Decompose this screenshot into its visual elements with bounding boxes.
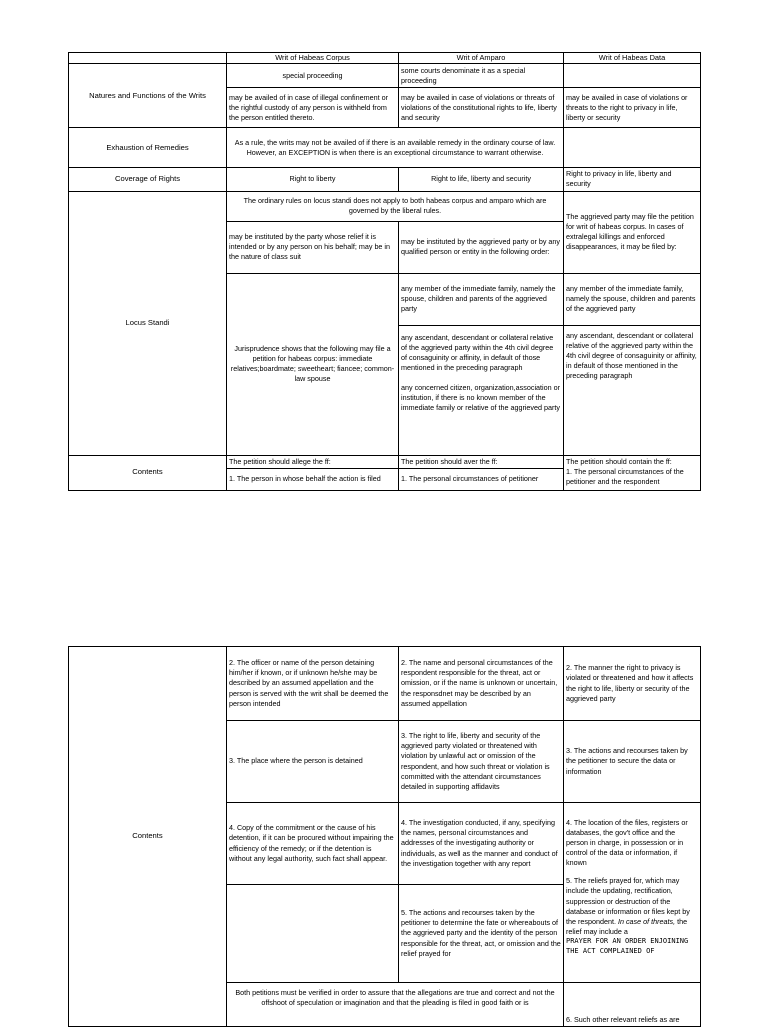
contents-hc-intro: The petition should allege the ff: — [227, 455, 399, 468]
natures-amparo-availed: may be availed in case of violations or threats of violations of the constitutional rights to life, liberty and security — [399, 88, 564, 128]
row-label-exhaustion: Exhaustion of Remedies — [69, 128, 227, 168]
header-cell-empty — [69, 53, 227, 64]
contents-verified-note: Both petitions must be verified in order to assure that the allegations are true and correct and not the offshoot of speculation or imagination and that the pleading is filed in good faith or is — [227, 983, 564, 1027]
comparison-table-page-1 — [68, 52, 701, 491]
locus-amparo-relatives — [399, 325, 564, 455]
contents-hc-empty — [227, 885, 399, 983]
contents-amparo-item-4: 4. The investigation conducted, if any, specifying the names, personal circumstances and addresses of the investigating authority or individuals, as well as the manner and conduct of the investigation together with any report — [399, 803, 564, 885]
contents-hd-item-4: 4. The location of the files, registers or databases, the gov't office and the person in charge, in possession or in control of the data or information, if known — [566, 818, 688, 868]
locus-hc-instituted: may be instituted by the party whose relief it is intended or by any person on his behalf; may be in the nature of class suit — [227, 221, 399, 273]
locus-ordinary-rules: The ordinary rules on locus standi does not apply to both habeas corpus and amparo which are governed by the liberal rules. — [227, 191, 564, 221]
contents-amparo-item-5: 5. The actions and recourses taken by the petitioner to determine the fate or whereabouts of the aggrieved party and the identity of the person responsible for the threat, act, or omission and the relief prayed for — [399, 885, 564, 983]
row-label-contents: Contents — [69, 455, 227, 490]
header-habeas-corpus: Writ of Habeas Corpus — [227, 53, 399, 64]
locus-hd-relatives — [564, 325, 701, 455]
locus-amparo-family: any member of the immediate family, namely the spouse, children and parents of the aggrieved party — [399, 273, 564, 325]
locus-amparo-ascendant: any ascendant, descendant or collateral relative of the aggrieved party within the 4th civil degree of consaguinity or affinity, in default of those mentioned in the preceding paragraph — [401, 332, 554, 372]
coverage-amparo: Right to life, liberty and security — [399, 168, 564, 191]
contents-hd-item-5-relief: the relief may include a — [566, 916, 688, 936]
contents-hd-item-3: 3. The actions and recourses taken by the petitioner to secure the data or information — [564, 721, 701, 803]
header-amparo: Writ of Amparo — [399, 53, 564, 64]
contents-hd-item-6: 6. Such other relevant reliefs as are — [564, 983, 701, 1027]
contents-amparo-item-1: 1. The personal circumstances of petitioner — [399, 468, 564, 490]
locus-amparo-instituted: may be instituted by the aggrieved party or by any qualified person or entity in the following order: — [399, 221, 564, 273]
natures-hd-availed: may be availed in case of violations or threats to the right to privacy in life, liberty or security — [564, 88, 701, 128]
contents-hd-intro: The petition should contain the ff: — [566, 456, 672, 466]
natures-amparo-special: some courts denominate it as a special proceeding — [399, 64, 564, 88]
locus-hc-jurisprudence: Jurisprudence shows that the following may file a petition for habeas corpus: immediate relatives;boardmate; sweetheart; fiancee; common-law spouse — [227, 273, 399, 455]
comparison-table-page-2 — [68, 646, 701, 1027]
header-row — [69, 53, 701, 64]
natures-hd-empty — [564, 64, 701, 88]
exhaustion-hd-empty — [564, 128, 701, 168]
contents-hd-item-2: 2. The manner the right to privacy is violated or threatened and how it affects the right to life, liberty or security of the aggrieved party — [564, 647, 701, 721]
natures-hc-availed: may be availed of in case of illegal confinement or the rightful custody of any person is withheld from the person entitled thereto. — [227, 88, 399, 128]
locus-hd-aggrieved: The aggrieved party may file the petition for writ of habeas corpus. In cases of extralegal killings and enforced disappearances, it may be filed by: — [564, 191, 701, 273]
contents-amparo-item-3: 3. The right to life, liberty and security of the aggrieved party violated or threatened with violation by unlawful act or omission of the respondent, and how such threat or violation is committed with the attendant circumstances detailed in supporting affidavits — [399, 721, 564, 803]
contents-hd-1 — [564, 455, 701, 490]
contents-hc-item-2: 2. The officer or name of the person detaining him/her if known, or if unknown he/she may be described by an assumed appellation and the person is served with the writ shall be deemed the person intended — [227, 647, 399, 721]
header-habeas-data: Writ of Habeas Data — [564, 53, 701, 64]
coverage-hc: Right to liberty — [227, 168, 399, 191]
coverage-hd: Right to privacy in life, liberty and security — [564, 168, 701, 191]
contents-hd-item-1: 1. The personal circumstances of the petitioner and the respondent — [566, 466, 684, 486]
contents-amparo-intro: The petition should aver the ff: — [399, 455, 564, 468]
row-label-coverage: Coverage of Rights — [69, 168, 227, 191]
natures-hc-special: special proceeding — [227, 64, 399, 88]
locus-hd-family: any member of the immediate family, namely the spouse, children and parents of the aggrieved party — [564, 273, 701, 325]
contents-hd-item-5 — [566, 876, 698, 956]
contents-hd-item-5-threats: In case of threats, — [617, 916, 676, 926]
contents-hc-item-3: 3. The place where the person is detained — [227, 721, 399, 803]
contents-hd-item-5-prayer: PRAYER FOR AN ORDER ENJOINING THE ACT COMPLAINED OF — [566, 936, 689, 955]
contents-hc-item-1: 1. The person in whose behalf the action is filed — [227, 468, 399, 490]
contents-hd-items-4-5 — [564, 803, 701, 983]
row-label-locus: Locus Standi — [69, 191, 227, 455]
row-label-contents-continued: Contents — [69, 647, 227, 1027]
locus-hd-ascendant: any ascendant, descendant or collateral relative of the aggrieved party within the 4th civil degree of consaguinity or affinity, in default of those mentioned in the preceding paragraph — [566, 330, 697, 380]
row-label-natures: Natures and Functions of the Writs — [69, 64, 227, 128]
contents-hc-item-4: 4. Copy of the commitment or the cause of his detention, if it can be procured without impairing the efficiency of the remedy; or if the detention is without any legal authority, such fact shall appear. — [227, 803, 399, 885]
locus-amparo-concerned: any concerned citizen, organization,association or institution, if there is no known member of the immediate family or relative of the aggrieved party — [401, 382, 561, 412]
contents-hd-item-5-text: 5. The reliefs prayed for, which may include the updating, rectification, suppression or destruction of the database or information or files kept by the respondent. — [566, 876, 690, 926]
exhaustion-text: As a rule, the writs may not be availed of if there is an available remedy in the ordinary course of law. However, an EXCEPTION is when there is an exceptional circumstance to warrant otherwise. — [227, 128, 564, 168]
contents-amparo-item-2: 2. The name and personal circumstances of the respondent responsible for the threat, act or omission, or if the name is unknown or uncertain, the responsdnet may be described by an assumed appellation — [399, 647, 564, 721]
